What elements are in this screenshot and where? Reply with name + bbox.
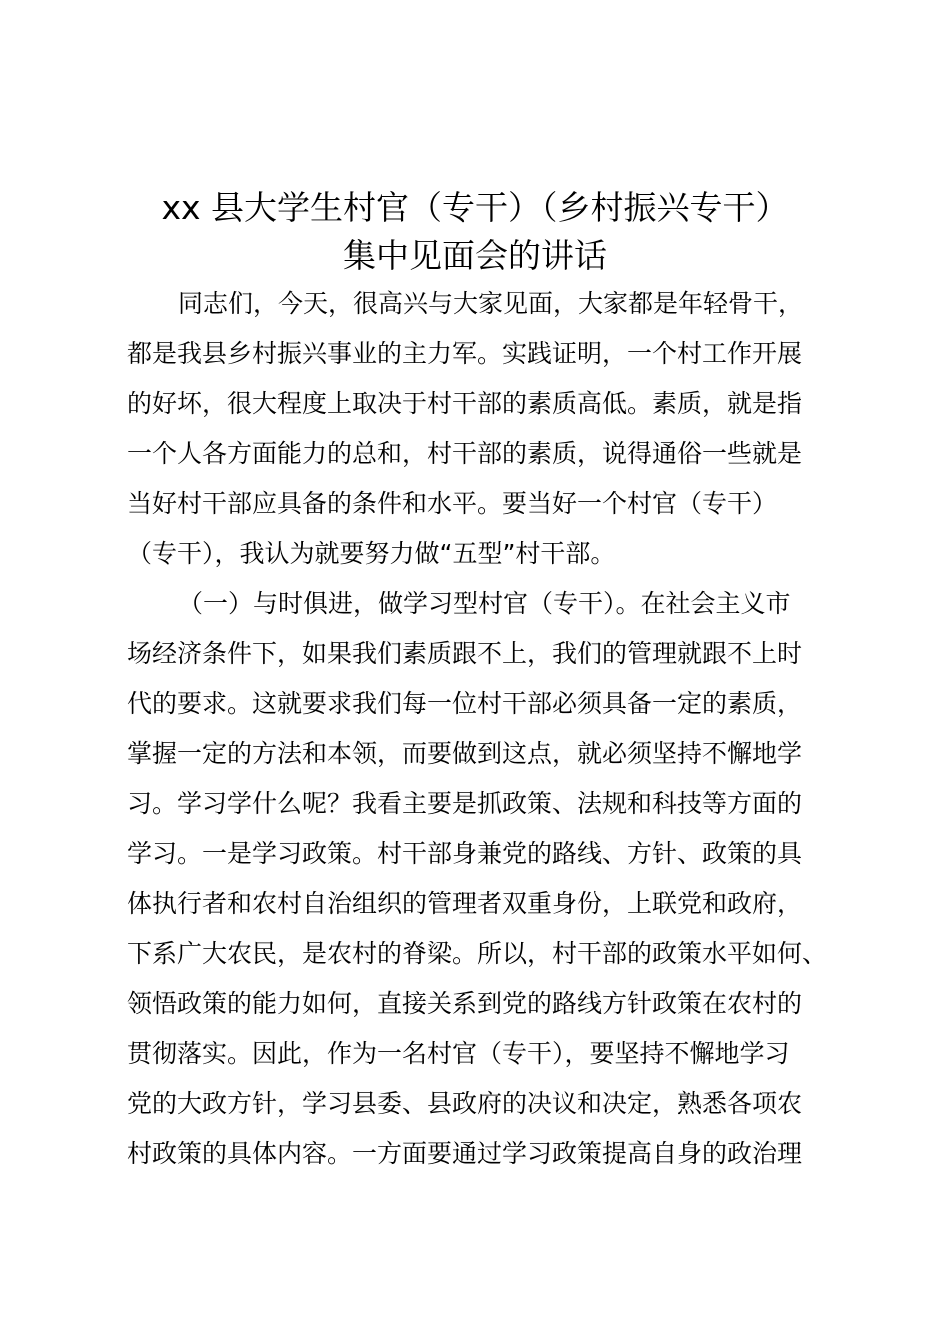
body-line: 体执行者和农村自治组织的管理者双重身份，上联党和政府， [127, 889, 803, 918]
body-line: 场经济条件下，如果我们素质跟不上，我们的管理就跟不上时 [127, 639, 803, 668]
body-line: 学习。一是学习政策。村干部身兼党的路线、方针、政策的具 [127, 839, 803, 868]
body-line: 代的要求。这就要求我们每一位村干部必须具备一定的素质， [127, 689, 803, 718]
body-line: 同志们，今天，很高兴与大家见面，大家都是年轻骨干， [178, 289, 804, 318]
body-line: 领悟政策的能力如何，直接关系到党的路线方针政策在农村的 [127, 989, 803, 1018]
body-line: 的好坏，很大程度上取决于村干部的素质高低。素质，就是指 [127, 389, 803, 418]
body-line: 习。学习学什么呢？我看主要是抓政策、法规和科技等方面的 [127, 789, 803, 818]
body-line: 当好村干部应具备的条件和水平。要当好一个村官（专干） [127, 489, 778, 518]
body-line: 下系广大农民，是农村的脊梁。所以，村干部的政策水平如何、 [127, 939, 828, 968]
body-line: （专干），我认为就要努力做“五型”村干部。 [127, 539, 616, 568]
body-line: 都是我县乡村振兴事业的主力军。实践证明，一个村工作开展 [127, 339, 803, 368]
body-line: 贯彻落实。因此，作为一名村官（专干），要坚持不懈地学习 [127, 1039, 790, 1068]
body-line: （一）与时俱进，做学习型村官（专干）。在社会主义市 [178, 589, 791, 618]
document-title-line-2: 集中见面会的讲话 [343, 236, 607, 275]
body-line: 掌握一定的方法和本领，而要做到这点，就必须坚持不懈地学 [127, 739, 803, 768]
body-line: 一个人各方面能力的总和，村干部的素质，说得通俗一些就是 [127, 439, 803, 468]
body-line: 党的大政方针，学习县委、县政府的决议和决定，熟悉各项农 [127, 1089, 803, 1118]
document-title-line-1: xx 县大学生村官（专干）（乡村振兴专干） [161, 188, 789, 227]
body-line: 村政策的具体内容。一方面要通过学习政策提高自身的政治理 [127, 1139, 803, 1168]
